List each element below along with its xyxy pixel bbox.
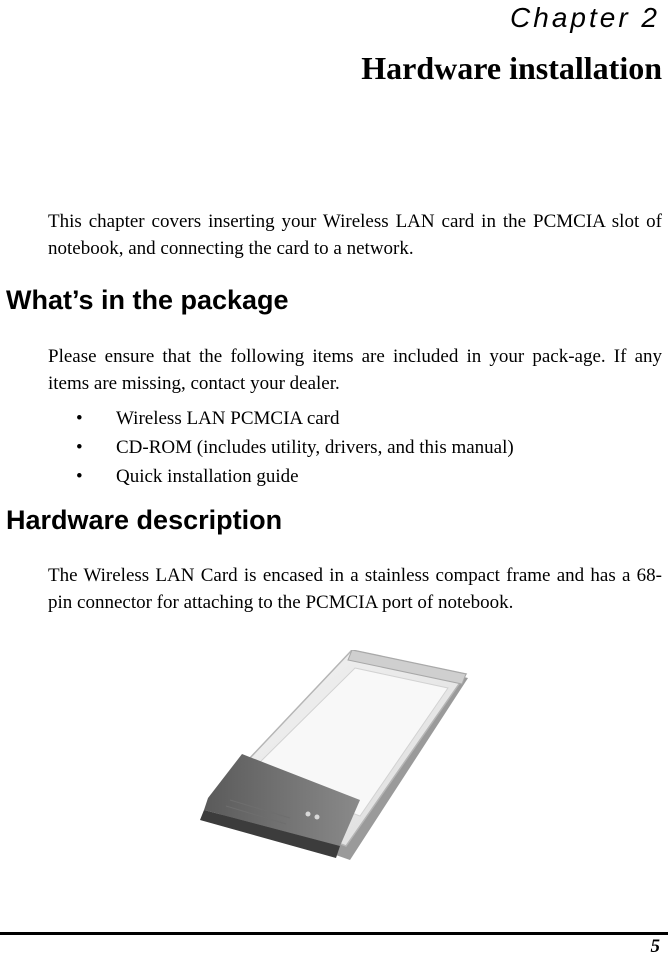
- pcmcia-card-image: [190, 650, 480, 865]
- list-item-text: Wireless LAN PCMCIA card: [116, 408, 340, 429]
- description-paragraph: The Wireless LAN Card is encased in a stainless compact frame and has a 68-pin connector for attaching to the PCMCIA port of notebook.: [48, 565, 662, 613]
- package-paragraph: Please ensure that the following items are included in your pack-age. If any items are missing, contact your dealer.: [48, 346, 662, 394]
- package-heading: What’s in the package: [6, 285, 289, 315]
- list-item: [76, 405, 514, 434]
- list-item: [76, 463, 514, 492]
- package-list: [76, 405, 514, 492]
- chapter-label: Chapter 2: [510, 2, 660, 33]
- list-item-text: CD-ROM (includes utility, drivers, and this manual): [116, 437, 514, 458]
- list-item-text: Quick installation guide: [116, 466, 299, 487]
- footer-rule: [0, 932, 668, 935]
- bullet: •: [76, 466, 83, 487]
- chapter-title: Hardware installation: [361, 50, 662, 86]
- bullet: •: [76, 437, 83, 458]
- list-item: [76, 434, 514, 463]
- bullet: •: [76, 408, 83, 429]
- intro-paragraph: This chapter covers inserting your Wireless LAN card in the PCMCIA slot of notebook, and connecting the card to a network.: [48, 211, 662, 259]
- description-heading: Hardware description: [6, 505, 283, 535]
- page-number: 5: [650, 936, 660, 957]
